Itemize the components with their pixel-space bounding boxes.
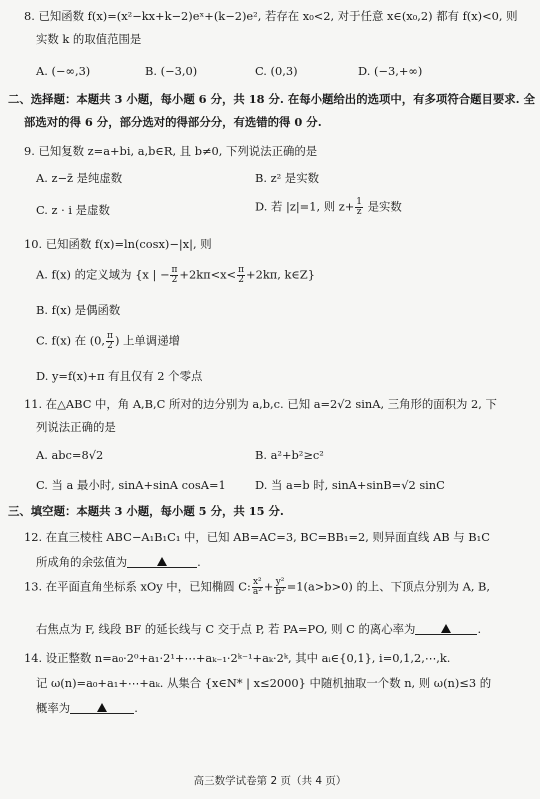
q10-a-f1-den: 2 — [171, 275, 178, 285]
q9-option-d-fraction — [355, 198, 363, 217]
q13-stem-line2-text: 右焦点为 F, 线段 BF 的延长线与 C 交于点 P, 若 PA=PO, 则 C 的离心率为 — [36, 622, 416, 636]
q13-f2-num: y² — [275, 577, 285, 587]
q10-c-f-den: 2 — [107, 341, 113, 351]
q13-pre: 13. 在平面直角坐标系 xOy 中，已知椭圆 C: — [24, 579, 251, 594]
q14-stem-line1: 14. 设正整数 n=a₀·2⁰+a₁·2¹+⋯+aₖ₋₁·2ᵏ⁻¹+aₖ·2ᵏ, 其中 aᵢ∈{0,1}, i=0,1,2,⋯,k. — [24, 651, 451, 665]
q10-option-a — [36, 266, 315, 285]
q13-fraction-y — [274, 578, 285, 597]
q11-stem-line2: 列说法正确的是 — [36, 420, 116, 434]
q10-stem: 10. 已知函数 f(x)=ln(cosx)−|x|, 则 — [24, 237, 212, 251]
q10-a-f2-num: π — [238, 265, 245, 275]
q13-stem-line2 — [36, 621, 481, 637]
q10-a-post: +2kπ, k∈Z} — [246, 267, 315, 282]
q9-option-b: B. z² 是实数 — [255, 171, 319, 185]
q10-c-pre: C. f(x) 在 (0, — [36, 333, 106, 348]
q10-c-f-num: π — [107, 331, 113, 341]
page-footer: 高三数学试卷第 2 页（共 4 页） — [193, 775, 347, 787]
q8-option-b: B. (−3,0) — [145, 64, 198, 78]
triangle-marker-icon — [97, 703, 107, 712]
q13-f1-den: a² — [252, 587, 262, 597]
q9-stem: 9. 已知复数 z=a+bi, a,b∈R, 且 b≠0, 下列说法正确的是 — [24, 144, 318, 158]
q12-answer-blank[interactable] — [127, 554, 197, 568]
q9-d-numerator: 1 — [356, 197, 362, 207]
q9-option-a: A. z−z̄ 是纯虚数 — [36, 171, 123, 185]
q10-c-post: ) 上单调递增 — [114, 333, 180, 348]
q11-option-c: C. 当 a 最小时, sinA+sinA cosA=1 — [36, 478, 226, 492]
q8-option-c: C. (0,3) — [255, 64, 298, 78]
q8-option-a: A. (−∞,3) — [36, 64, 91, 78]
q10-a-f2-den: 2 — [238, 275, 244, 285]
q13-end: . — [477, 622, 482, 636]
q14-stem-line2: 记 ω(n)=a₀+a₁+⋯+aₖ. 从集合 {x∈N* | x≤2000} 中随机抽取一个数 n, 则 ω(n)≤3 的 — [36, 676, 492, 690]
q14-stem-line3-text: 概率为 — [36, 701, 71, 715]
q13-post: =1(a>b>0) 的上、下顶点分别为 A, B, — [286, 579, 491, 594]
q10-c-fraction — [106, 332, 114, 351]
q12-stem-line2 — [36, 554, 201, 570]
q11-option-a: A. abc=8√2 — [36, 448, 104, 462]
section2-heading-line1: 二、选择题：本题共 3 小题，每小题 6 分，共 18 分. 在每小题给出的选项中，有多项符合题目要求. 全 — [8, 92, 535, 106]
q8-option-d: D. (−3,+∞) — [358, 64, 423, 78]
q13-f2-den: b² — [275, 587, 285, 597]
q11-option-d: D. 当 a=b 时, sinA+sinB=√2 sinC — [255, 478, 445, 492]
q10-a-pre: A. f(x) 的定义域为 {x | − — [36, 267, 170, 282]
q9-option-c: C. z · i 是虚数 — [36, 203, 110, 217]
q14-answer-blank[interactable] — [70, 700, 134, 714]
q13-stem-line1 — [24, 578, 490, 597]
q10-option-c — [36, 332, 180, 351]
q9-option-d-pre: D. 若 |z|=1, 则 z+ — [255, 199, 355, 214]
q10-a-fraction1 — [170, 266, 178, 285]
q8-stem-line2: 实数 k 的取值范围是 — [36, 32, 142, 46]
q10-option-d: D. y=f(x)+π 有且仅有 2 个零点 — [36, 369, 203, 383]
q13-fraction-x — [252, 578, 263, 597]
q14-stem-line3 — [36, 700, 138, 716]
q11-stem-line1: 11. 在△ABC 中，角 A,B,C 所对的边分别为 a,b,c. 已知 a=2√2 sinA, 三角形的面积为 2, 下 — [24, 397, 497, 411]
q10-a-mid: +2kπ<x< — [179, 267, 237, 282]
section2-heading-line2: 部选对的得 6 分，部分选对的得部分分，有选错的得 0 分. — [24, 115, 322, 129]
q10-option-b: B. f(x) 是偶函数 — [36, 303, 121, 317]
triangle-marker-icon — [157, 557, 167, 566]
q9-option-d-post: 是实数 — [363, 199, 402, 214]
q13-plus: + — [263, 579, 274, 594]
q14-end: . — [134, 701, 138, 715]
q13-answer-blank[interactable] — [415, 621, 477, 635]
q10-a-f1-num: π — [171, 265, 178, 275]
q10-a-fraction2 — [237, 266, 245, 285]
q12-end: . — [197, 555, 201, 569]
q12-stem-line2-text: 所成角的余弦值为 — [36, 555, 128, 569]
triangle-marker-icon — [441, 624, 451, 633]
q9-option-d — [255, 198, 402, 217]
q13-f1-num: x² — [252, 577, 262, 587]
section3-heading: 三、填空题：本题共 3 小题，每小题 5 分，共 15 分. — [8, 504, 284, 518]
q8-stem-line1: 8. 已知函数 f(x)=(x²−kx+k−2)eˣ+(k−2)e², 若存在 x₀<2, 对于任意 x∈(x₀,2) 都有 f(x)<0, 则 — [24, 9, 518, 23]
q11-option-b: B. a²+b²≥c² — [255, 448, 324, 462]
q12-stem-line1: 12. 在直三棱柱 ABC−A₁B₁C₁ 中，已知 AB=AC=3, BC=BB₁=2, 则异面直线 AB 与 B₁C — [24, 530, 490, 544]
q9-d-denominator: z — [356, 207, 362, 217]
